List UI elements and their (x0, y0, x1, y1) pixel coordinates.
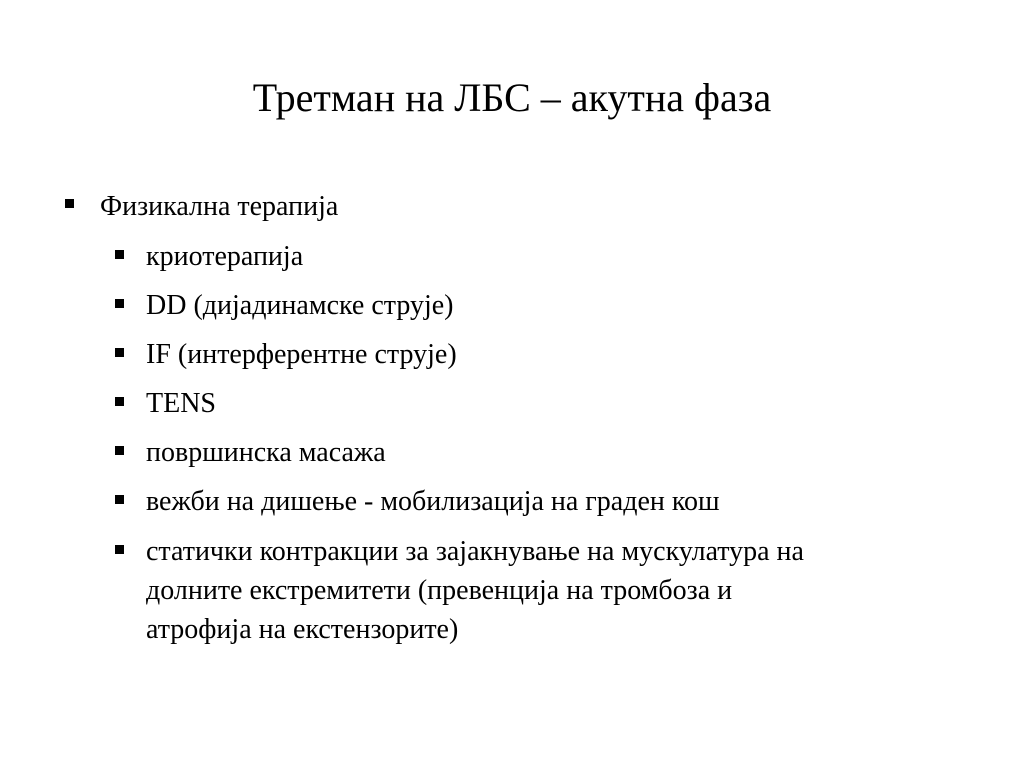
square-bullet-icon (115, 446, 124, 455)
square-bullet-icon (115, 299, 124, 308)
bullet-text: DD (дијадинамске струје) (146, 290, 454, 321)
square-bullet-icon (65, 199, 74, 208)
bullet-text: TENS (146, 388, 216, 419)
bullet-text: вежби на дишење - мобилизација на граден кош (146, 486, 720, 517)
bullet-text-line: статички контракции за зајакнување на мускулатура на (146, 536, 804, 567)
square-bullet-icon (115, 348, 124, 357)
bullet-text: Физикална терапија (100, 191, 339, 222)
bullet-text: криотерапија (146, 241, 304, 272)
bullet-text-line: атрофија на екстензорите) (146, 614, 459, 645)
square-bullet-icon (115, 397, 124, 406)
square-bullet-icon (115, 250, 124, 259)
bullet-text: IF (интерферентне струје) (146, 339, 457, 370)
slide-title: Третман на ЛБС – акутна фаза (252, 75, 772, 120)
square-bullet-icon (115, 545, 124, 554)
bullet-text: површинска масажа (146, 437, 386, 468)
square-bullet-icon (115, 495, 124, 504)
bullet-text-line: долните екстремитети (превенција на тромбоза и (146, 575, 733, 606)
